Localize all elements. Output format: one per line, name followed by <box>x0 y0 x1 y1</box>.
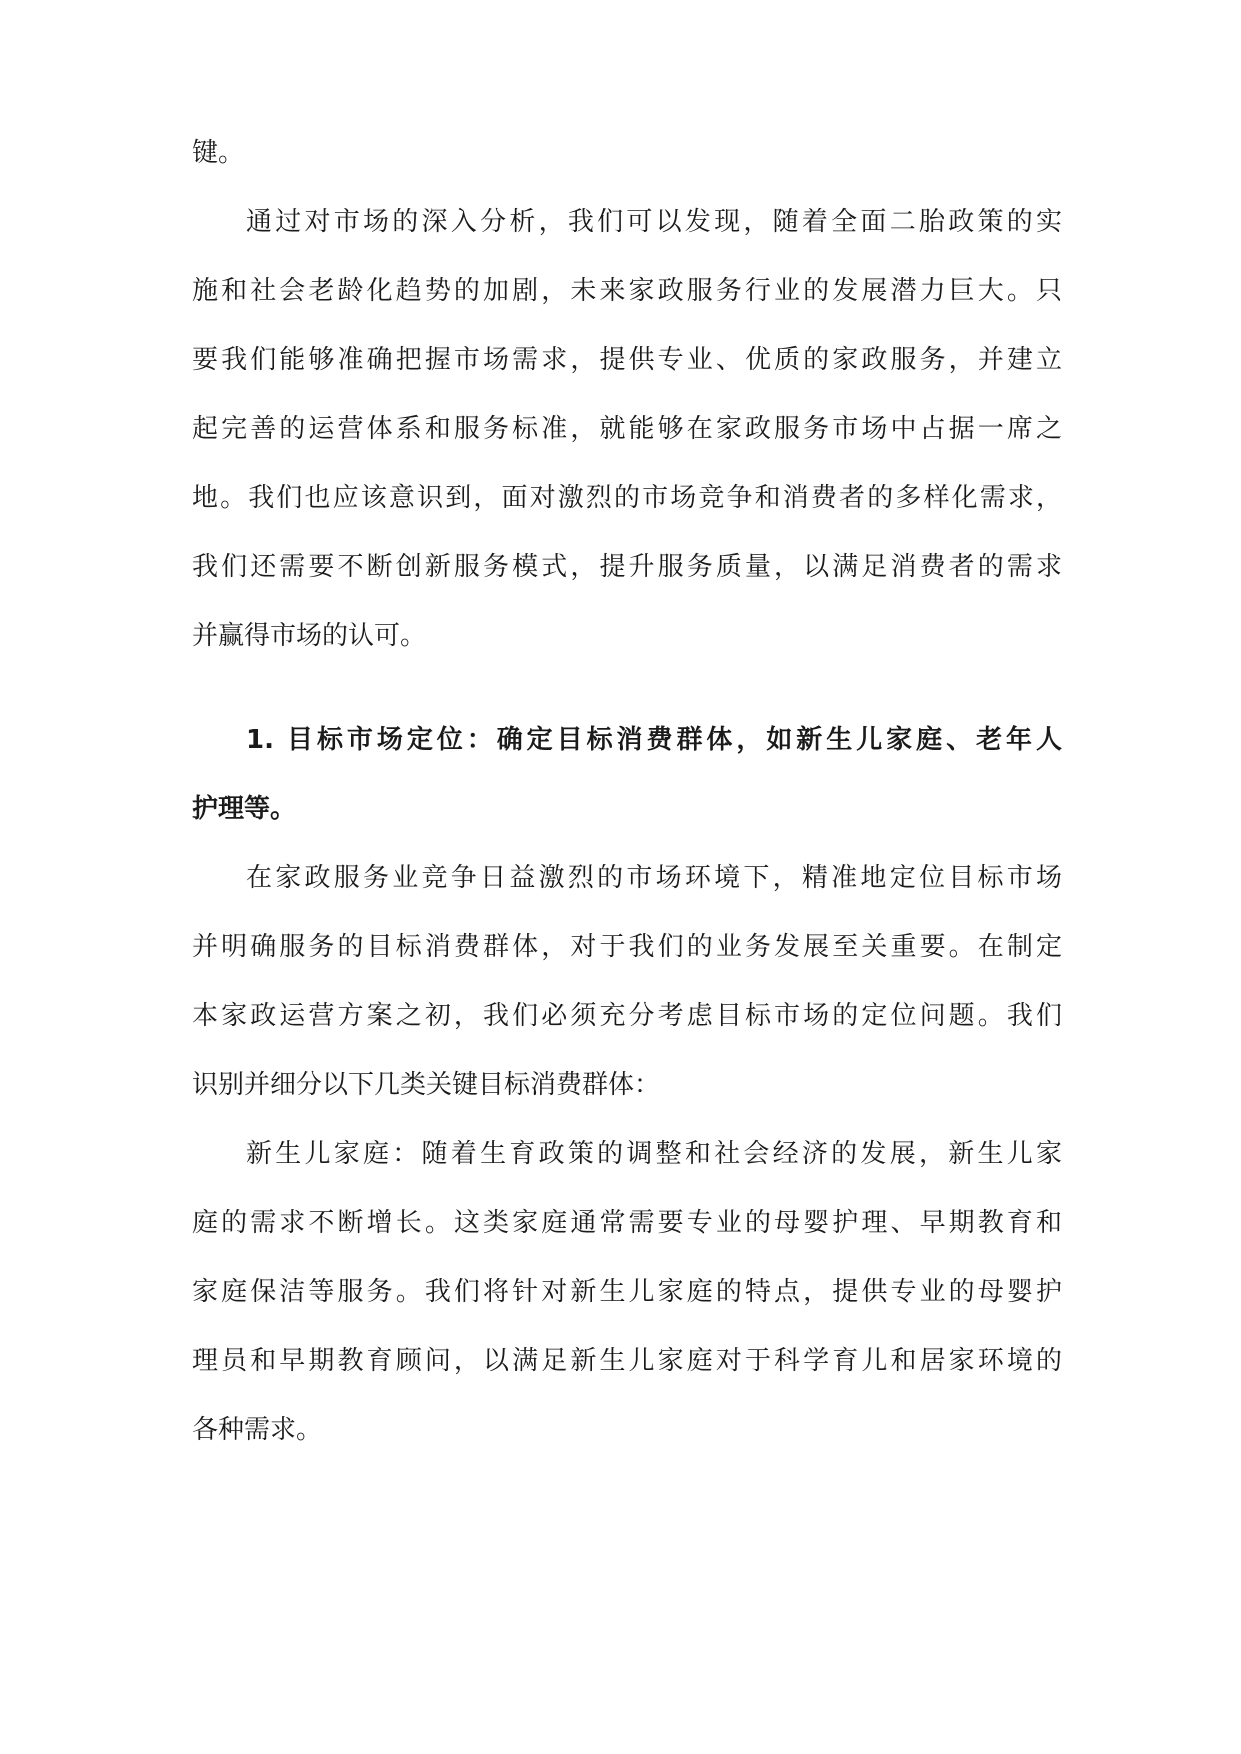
paragraph-2-line: 地。我们也应该意识到，面对激烈的市场竞争和消费者的多样化需求， <box>192 483 1062 513</box>
paragraph-4-line: 理员和早期教育顾问，以满足新生儿家庭对于科学育儿和居家环境的 <box>192 1346 1062 1376</box>
paragraph-2-line: 起完善的运营体系和服务标准，就能够在家政服务市场中占据一席之 <box>192 414 1062 444</box>
section-heading: 1. 目标市场定位：确定目标消费群体，如新生儿家庭、老年人 <box>246 725 1062 755</box>
paragraph-2-line: 我们还需要不断创新服务模式，提升服务质量，以满足消费者的需求 <box>192 552 1062 582</box>
paragraph-3-line: 并明确服务的目标消费群体，对于我们的业务发展至关重要。在制定 <box>192 932 1062 962</box>
paragraph-2-line: 施和社会老龄化趋势的加剧，未来家政服务行业的发展潜力巨大。只 <box>192 276 1062 306</box>
paragraph-3-line: 本家政运营方案之初，我们必须充分考虑目标市场的定位问题。我们 <box>192 1001 1062 1031</box>
paragraph-3-line: 在家政服务业竞争日益激烈的市场环境下，精准地定位目标市场 <box>246 863 1062 893</box>
paragraph-2-line: 并赢得市场的认可。 <box>192 621 427 651</box>
paragraph-4-line: 各种需求。 <box>192 1415 323 1445</box>
paragraph-2-line: 通过对市场的深入分析，我们可以发现，随着全面二胎政策的实 <box>246 207 1062 237</box>
section-heading: 护理等。 <box>192 794 297 824</box>
paragraph-2-line: 要我们能够准确把握市场需求，提供专业、优质的家政服务，并建立 <box>192 345 1062 375</box>
paragraph-3-line: 识别并细分以下几类关键目标消费群体： <box>192 1070 661 1100</box>
paragraph-4-line: 庭的需求不断增长。这类家庭通常需要专业的母婴护理、早期教育和 <box>192 1208 1062 1238</box>
paragraph-4-line: 新生儿家庭：随着生育政策的调整和社会经济的发展，新生儿家 <box>246 1139 1062 1169</box>
paragraph-4-line: 家庭保洁等服务。我们将针对新生儿家庭的特点，提供专业的母婴护 <box>192 1277 1062 1307</box>
paragraph-1-tail: 键。 <box>192 138 245 168</box>
